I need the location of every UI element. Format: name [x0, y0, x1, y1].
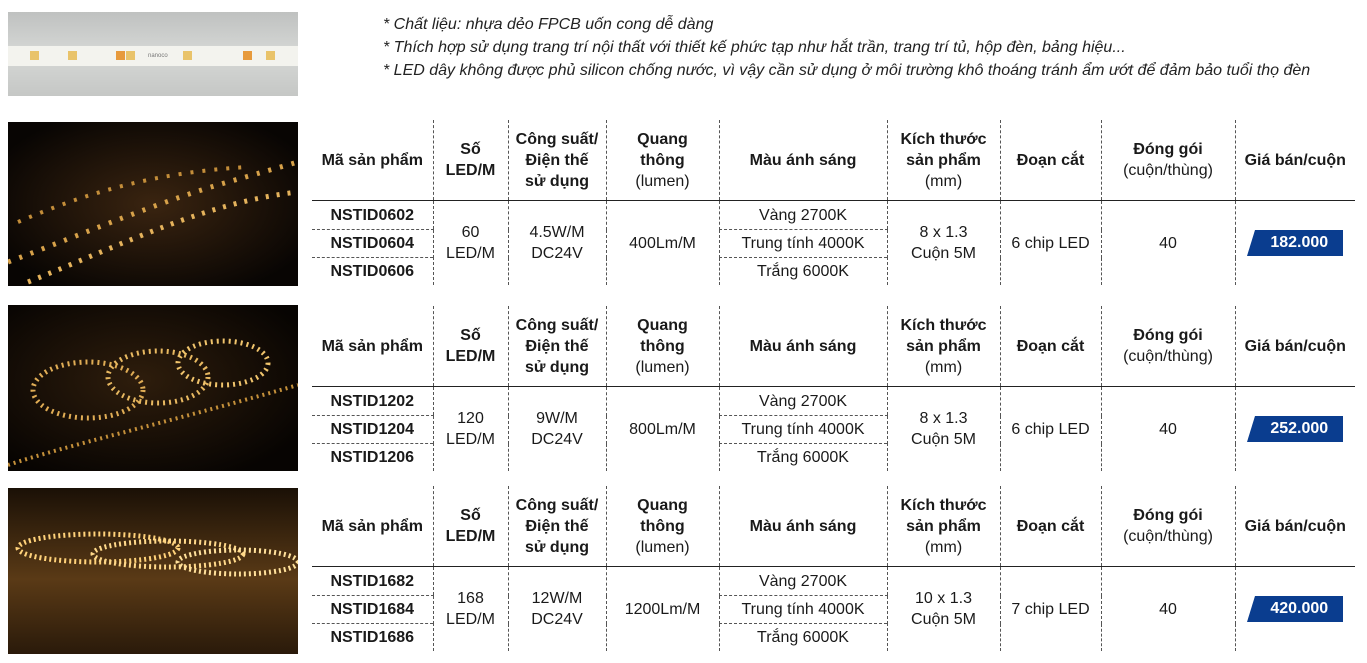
flux: 400Lm/M [606, 201, 719, 286]
strip-brand-text: nanoco [148, 53, 168, 59]
flux: 1200Lm/M [606, 567, 719, 652]
size: 10 x 1.3 Cuộn 5M [887, 567, 1000, 652]
price-value: 182.000 [1270, 234, 1329, 251]
header-cut: Đoạn cắt [1000, 486, 1101, 567]
led-count: 60 LED/M [433, 201, 508, 286]
light-color: Trung tính 4000K [719, 230, 887, 258]
product-code: NSTID1206 [330, 449, 415, 466]
product-code: NSTID1684 [312, 596, 433, 624]
header-led: Số LED/M [433, 120, 508, 201]
light-color: Vàng 2700K [719, 387, 887, 416]
power: 4.5W/M DC24V [508, 201, 606, 286]
header-cut: Đoạn cắt [1000, 306, 1101, 387]
price-cell [1235, 567, 1355, 652]
product-code: NSTID0606 [330, 263, 415, 280]
header-led: Số LED/M [433, 306, 508, 387]
note-warning: * LED dây không được phủ silicon chống nước, vì vậy cần sử dụng ở môi trường khô thoáng tránh ẩm ướt để đảm bảo tuổi thọ đèn [383, 62, 1311, 79]
product-notes [383, 13, 1310, 82]
product-code: NSTID0604 [312, 230, 433, 258]
header-code: Mã sản phẩm [312, 306, 433, 387]
header-pack: Đóng gói (cuộn/thùng) [1101, 306, 1235, 387]
product-code: NSTID1202 [312, 387, 433, 416]
cut-length: 7 chip LED [1000, 567, 1101, 652]
price-cell [1235, 387, 1355, 472]
product-code: NSTID1682 [312, 567, 433, 596]
header-code: Mã sản phẩm [312, 486, 433, 567]
light-color: Trung tính 4000K [719, 596, 887, 624]
light-color: Trắng 6000K [719, 444, 887, 472]
power: 12W/M DC24V [508, 567, 606, 652]
product-table-168 [312, 486, 1355, 651]
price-badge [1247, 230, 1343, 256]
header-color: Màu ánh sáng [719, 120, 887, 201]
packaging: 40 [1101, 567, 1235, 652]
light-color: Vàng 2700K [719, 201, 887, 230]
product-code: NSTID1686 [330, 629, 415, 646]
header-power: Công suất/ Điện thế sử dụng [508, 486, 606, 567]
header-flux: Quang thông (lumen) [606, 306, 719, 387]
header-price: Giá bán/cuộn [1235, 120, 1355, 201]
product-table-60 [312, 120, 1355, 285]
header-color: Màu ánh sáng [719, 306, 887, 387]
cut-length: 6 chip LED [1000, 387, 1101, 472]
price-badge [1247, 596, 1343, 622]
header-pack: Đóng gói (cuộn/thùng) [1101, 486, 1235, 567]
header-flux: Quang thông (lumen) [606, 486, 719, 567]
product-code: NSTID0602 [312, 201, 433, 230]
note-material: * Chất liệu: nhựa dẻo FPCB uốn cong dễ dàng [383, 16, 714, 33]
header-flux: Quang thông (lumen) [606, 120, 719, 201]
header-power: Công suất/ Điện thế sử dụng [508, 120, 606, 201]
light-color: Vàng 2700K [719, 567, 887, 596]
light-color: Trắng 6000K [719, 258, 887, 286]
header-power: Công suất/ Điện thế sử dụng [508, 306, 606, 387]
price-value: 420.000 [1270, 600, 1329, 617]
header-led: Số LED/M [433, 486, 508, 567]
header-code: Mã sản phẩm [312, 120, 433, 201]
product-code: NSTID1204 [312, 416, 433, 444]
packaging: 40 [1101, 201, 1235, 286]
led-strip-60-photo [8, 122, 298, 286]
led-strip-168-photo [8, 488, 298, 654]
note-usage: * Thích hợp sử dụng trang trí nội thất với thiết kế phức tạp như hắt trần, trang trí tủ, hộp đèn, bảng hiệu... [383, 39, 1126, 56]
size: 8 x 1.3 Cuộn 5M [887, 201, 1000, 286]
light-color: Trắng 6000K [719, 624, 887, 652]
light-color: Trung tính 4000K [719, 416, 887, 444]
header-size: Kích thước sản phẩm (mm) [887, 486, 1000, 567]
header-size: Kích thước sản phẩm (mm) [887, 306, 1000, 387]
product-table-120 [312, 306, 1355, 471]
flux: 800Lm/M [606, 387, 719, 472]
led-strip-120-photo [8, 305, 298, 471]
led-strip-photo [8, 12, 298, 96]
size: 8 x 1.3 Cuộn 5M [887, 387, 1000, 472]
price-cell [1235, 201, 1355, 286]
power: 9W/M DC24V [508, 387, 606, 472]
price-badge [1247, 416, 1343, 442]
header-price: Giá bán/cuộn [1235, 306, 1355, 387]
packaging: 40 [1101, 387, 1235, 472]
price-value: 252.000 [1270, 420, 1329, 437]
header-cut: Đoạn cắt [1000, 120, 1101, 201]
header-color: Màu ánh sáng [719, 486, 887, 567]
header-pack: Đóng gói (cuộn/thùng) [1101, 120, 1235, 201]
header-price: Giá bán/cuộn [1235, 486, 1355, 567]
led-count: 168 LED/M [433, 567, 508, 652]
cut-length: 6 chip LED [1000, 201, 1101, 286]
header-size: Kích thước sản phẩm (mm) [887, 120, 1000, 201]
led-count: 120 LED/M [433, 387, 508, 472]
